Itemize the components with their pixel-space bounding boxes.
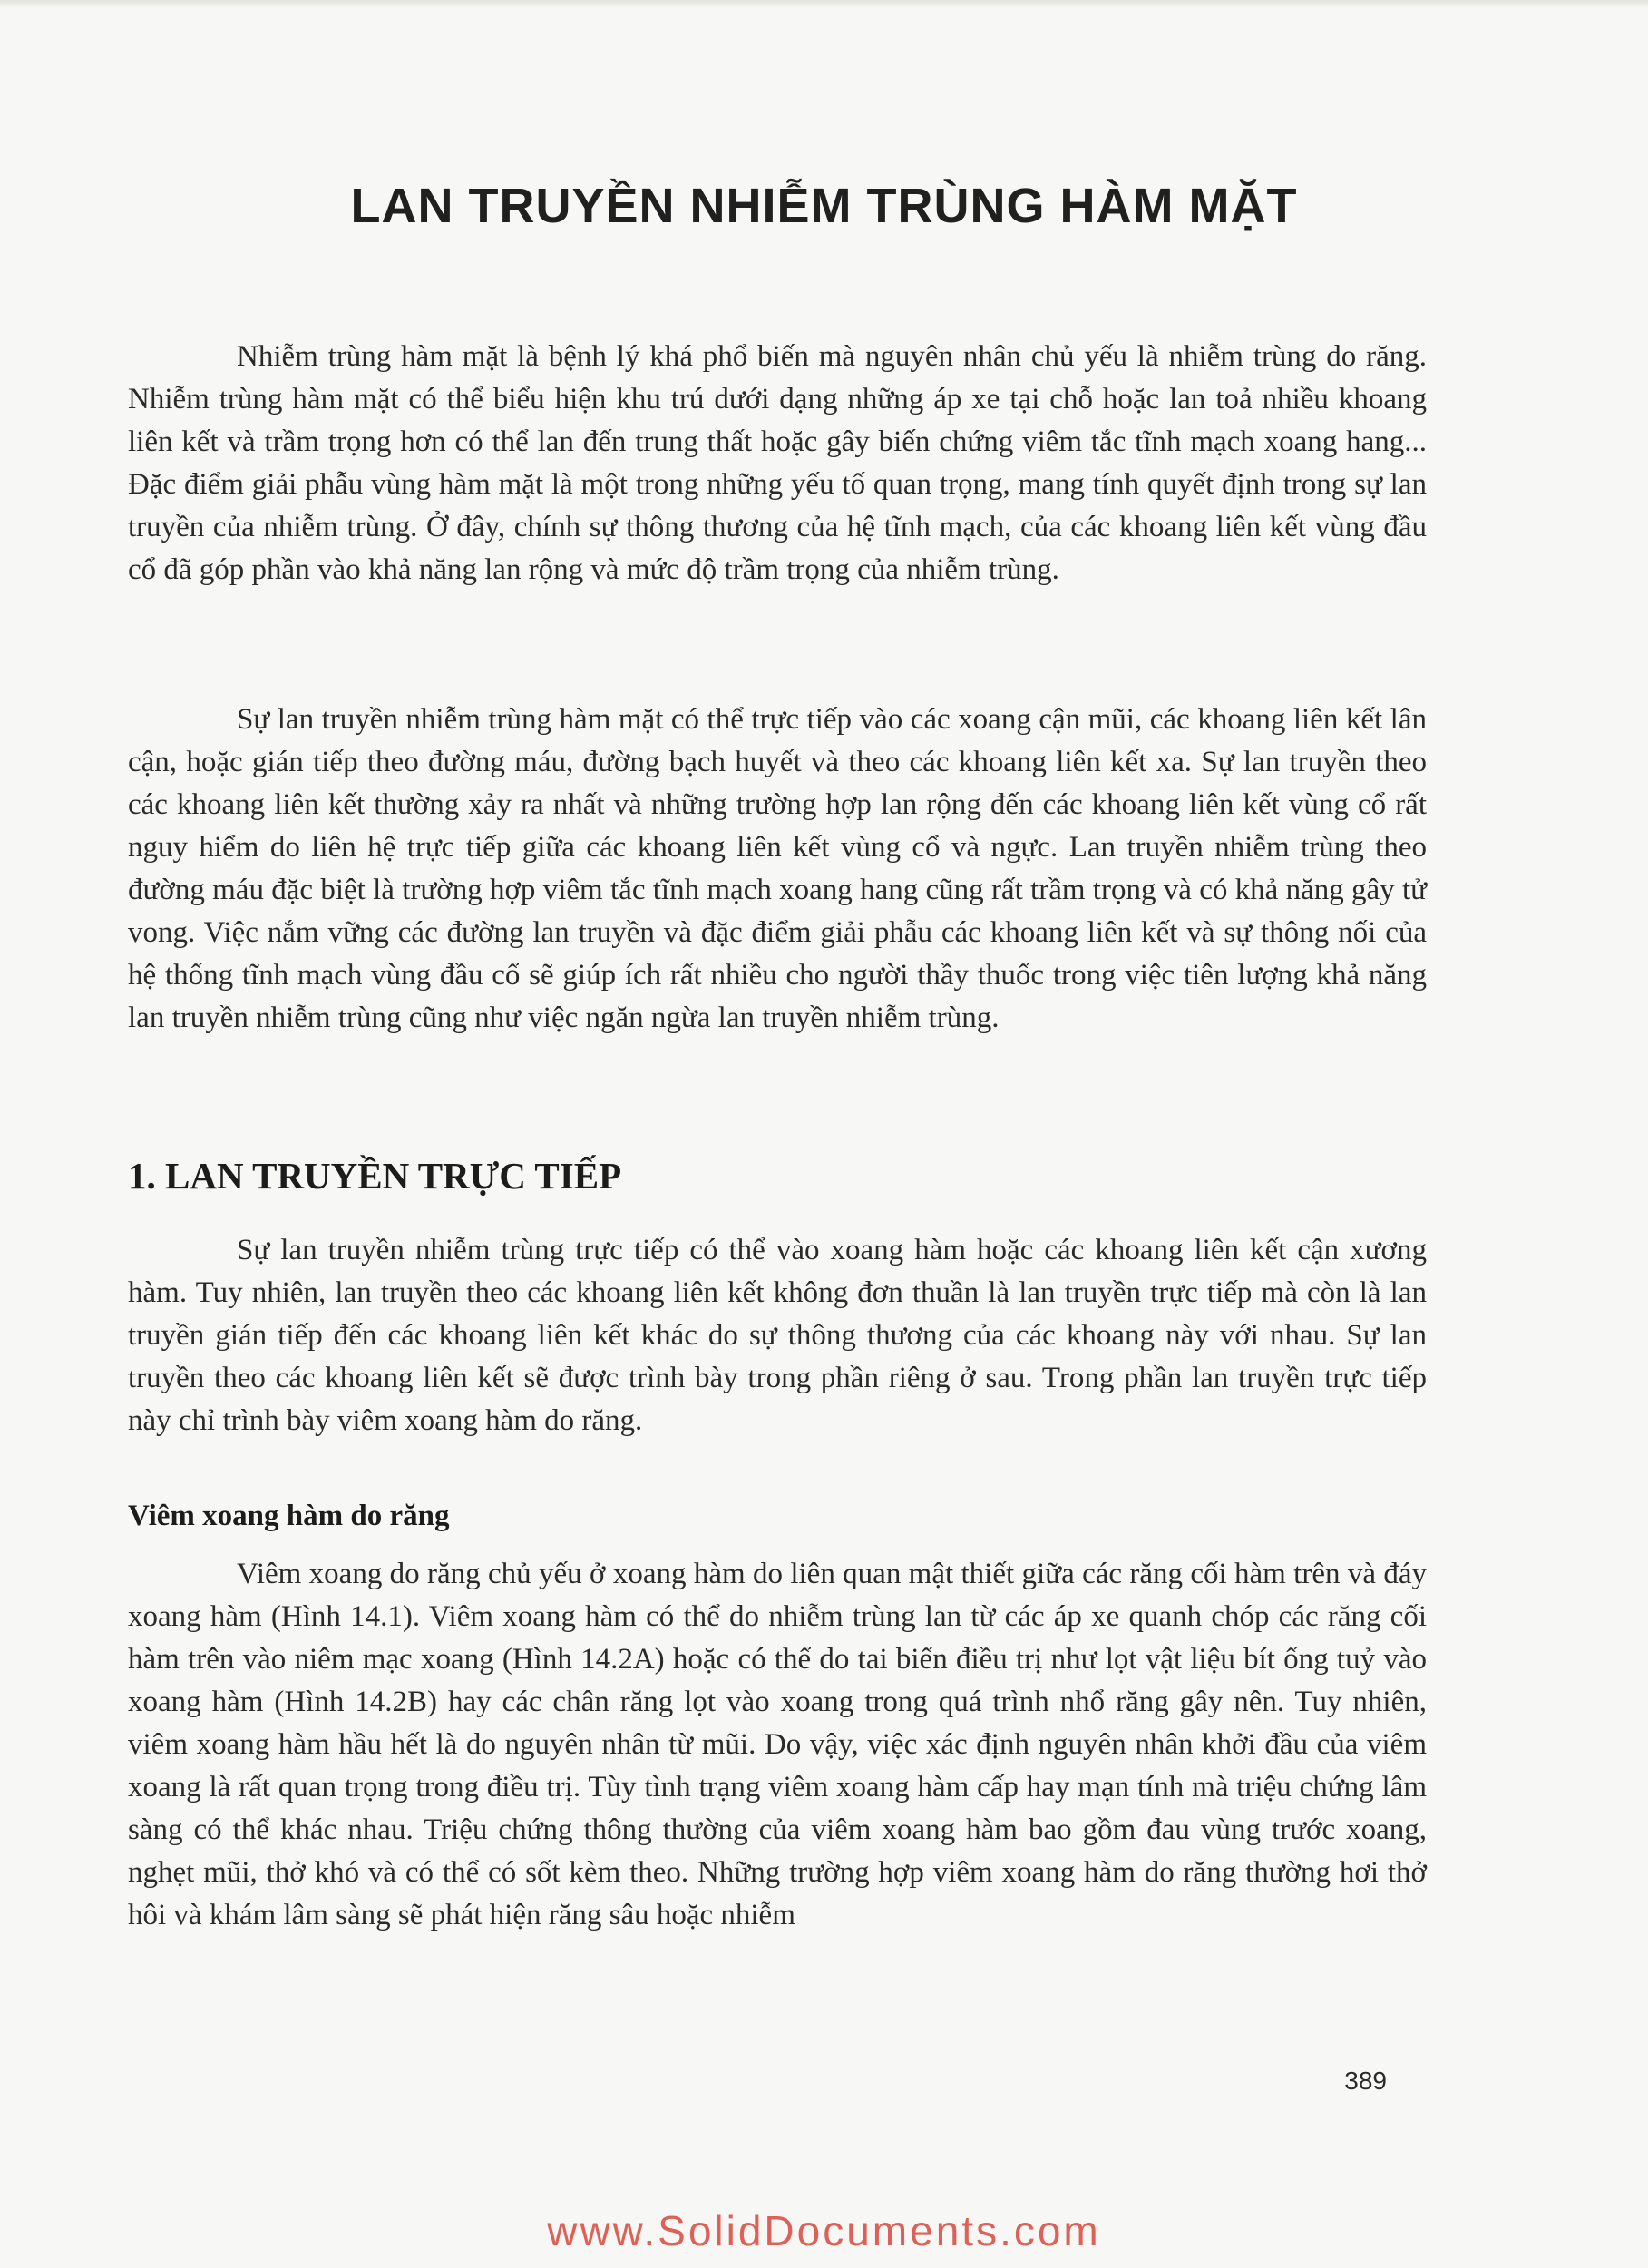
chapter-title: LAN TRUYỀN NHIỄM TRÙNG HÀM MẶT (350, 179, 1298, 233)
direct-spread-paragraph: Sự lan truyền nhiễm trùng trực tiếp có thể vào xoang hàm hoặc các khoang liên kết cận xương hàm. Tuy nhiên, lan truyền theo các khoang liên kết không đơn thuần là lan truyền trực tiếp mà còn là lan truyền gián tiếp đến các khoang liên kết khác do sự thông thương của các khoang này với nhau. Sự lan truyền theo các khoang liên kết sẽ được trình bày trong phần riêng ở sau. Trong phần lan truyền trực tiếp này chỉ trình bày viêm xoang hàm do răng. (128, 1234, 1427, 1437)
intro-paragraph: Nhiễm trùng hàm mặt là bệnh lý khá phổ biến mà nguyên nhân chủ yếu là nhiễm trùng do răng. Nhiễm trùng hàm mặt có thể biểu hiện khu trú dưới dạng những áp xe tại chỗ hoặc lan toả nhiều khoang liên kết và trầm trọng hơn có thể lan đến trung thất hoặc gây biến chứng viêm tắc tĩnh mạch xoang hang... Đặc điểm giải phẫu vùng hàm mặt là một trong những yếu tố quan trọng, mang tính quyết định trong sự lan truyền của nhiễm trùng. Ở đây, chính sự thông thương của hệ tĩnh mạch, của các khoang liên kết vùng đầu cổ đã góp phần vào khả năng lan rộng và mức độ trầm trọng của nhiễm trùng. (128, 340, 1427, 586)
page-number: 389 (1344, 2067, 1387, 2095)
watermark-url: www.SolidDocuments.com (547, 2207, 1101, 2254)
subsection-heading-sinusitis: Viêm xoang hàm do răng (128, 1500, 450, 1532)
section-heading-direct-spread: 1. LAN TRUYỀN TRỰC TIẾP (128, 1155, 622, 1197)
sinusitis-paragraph-block (128, 1553, 1427, 1937)
scan-top-edge (0, 0, 1648, 9)
spread-paragraph-block (128, 699, 1427, 1040)
spread-paragraph: Sự lan truyền nhiễm trùng hàm mặt có thể trực tiếp vào các xoang cận mũi, các khoang liên kết lân cận, hoặc gián tiếp theo đường máu, đường bạch huyết và theo các khoang liên kết xa. Sự lan truyền theo các khoang liên kết thường xảy ra nhất và những trường hợp lan rộng đến các khoang liên kết vùng cổ rất nguy hiểm do liên hệ trực tiếp giữa các khoang liên kết vùng cổ và ngực. Lan truyền nhiễm trùng theo đường máu đặc biệt là trường hợp viêm tắc tĩnh mạch xoang hang cũng rất trầm trọng và có khả năng gây tử vong. Việc nắm vững các đường lan truyền và đặc điểm giải phẫu các khoang liên kết và sự thông nối của hệ thống tĩnh mạch vùng đầu cổ sẽ giúp ích rất nhiều cho người thầy thuốc trong việc tiên lượng khả năng lan truyền nhiễm trùng cũng như việc ngăn ngừa lan truyền nhiễm trùng. (128, 703, 1427, 1034)
sinusitis-paragraph: Viêm xoang do răng chủ yếu ở xoang hàm do liên quan mật thiết giữa các răng cối hàm trên và đáy xoang hàm (Hình 14.1). Viêm xoang hàm có thể do nhiễm trùng lan từ các áp xe quanh chóp các răng cối hàm trên vào niêm mạc xoang (Hình 14.2A) hoặc có thể do tai biến điều trị như lọt vật liệu bít ống tuỷ vào xoang hàm (Hình 14.2B) hay các chân răng lọt vào xoang trong quá trình nhổ răng gây nên. Tuy nhiên, viêm xoang hàm hầu hết là do nguyên nhân từ mũi. Do vậy, việc xác định nguyên nhân khởi đầu của viêm xoang là rất quan trọng trong điều trị. Tùy tình trạng viêm xoang hàm cấp hay mạn tính mà triệu chứng lâm sàng có thể khác nhau. Triệu chứng thông thường của viêm xoang hàm bao gồm đau vùng trước xoang, nghẹt mũi, thở khó và có thể có sốt kèm theo. Những trường hợp viêm xoang hàm do răng thường hơi thở hôi và khám lâm sàng sẽ phát hiện răng sâu hoặc nhiễm (128, 1558, 1427, 1931)
intro-paragraph-block (128, 336, 1427, 591)
direct-spread-paragraph-block (128, 1229, 1427, 1442)
